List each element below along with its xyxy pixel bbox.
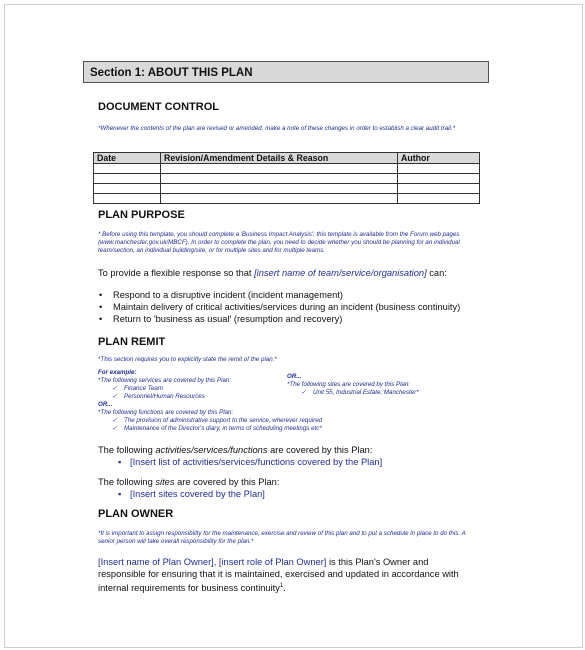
list-item: Unit 55, Industrial Estate, Manchester* bbox=[313, 389, 419, 396]
owner-text-3: internal requirements for business continuity bbox=[98, 583, 280, 594]
sites-suffix: are covered by this Plan: bbox=[174, 477, 280, 487]
plan-purpose-intro bbox=[98, 267, 498, 279]
table-cell[interactable] bbox=[161, 184, 398, 194]
plan-owner-heading: PLAN OWNER bbox=[98, 508, 174, 520]
column-header-revision: Revision/Amendment Details & Reason bbox=[161, 153, 398, 164]
sites-insert: ▪ [Insert sites covered by the Plan] bbox=[116, 488, 510, 500]
plan-purpose-heading: PLAN PURPOSE bbox=[98, 209, 185, 221]
table-cell[interactable] bbox=[161, 174, 398, 184]
intro-placeholder: [insert name of team/service/organisation] bbox=[254, 268, 427, 278]
sites-prefix: The following bbox=[98, 477, 156, 487]
table-header-row bbox=[94, 153, 480, 164]
document-control-note: *Whenever the contents of the plan are revised or amended, make a note of these changes in order to establish a clear audit trail.* bbox=[98, 125, 456, 132]
column-header-date: Date bbox=[94, 153, 161, 164]
check-icon bbox=[301, 389, 313, 396]
activities-prefix: The following bbox=[98, 445, 156, 455]
list-item: Personnel/Human Resources bbox=[124, 393, 205, 400]
functions-intro: *The following functions are covered by this Plan: bbox=[98, 409, 234, 416]
document-control-table bbox=[93, 152, 480, 204]
list-item: • Respond to a disruptive incident (incident management) bbox=[99, 289, 499, 301]
services-intro: *The following services are covered by this Plan: bbox=[98, 377, 232, 384]
list-item: Finance Team bbox=[124, 385, 163, 392]
document-control-heading: DOCUMENT CONTROL bbox=[98, 101, 219, 113]
document-page bbox=[4, 4, 583, 648]
footnote-mark: 1 bbox=[279, 583, 284, 589]
check-icon bbox=[112, 425, 124, 432]
list-item: The provision of administrative support to the service, wherever required bbox=[124, 417, 323, 424]
activities-suffix: are covered by this Plan: bbox=[267, 445, 373, 455]
table-cell[interactable] bbox=[398, 194, 480, 204]
table-cell[interactable] bbox=[398, 164, 480, 174]
owner-placeholder: [Insert name of Plan Owner], [insert role of Plan Owner] bbox=[98, 557, 327, 567]
activities-insert: ▪ [Insert list of activities/services/functions covered by the Plan] bbox=[116, 456, 510, 468]
table-row bbox=[94, 174, 480, 184]
owner-text-1: is this Plan's Owner and bbox=[326, 557, 429, 567]
sites-intro: *The following sites are covered by this Plan: bbox=[287, 381, 411, 388]
table-cell[interactable] bbox=[161, 164, 398, 174]
sites-statement bbox=[98, 476, 498, 488]
plan-purpose-note: * Before using this template, you should complete a 'Business Impact Analysis'; this template is available from the Forum web pages (www.manchester.gov.uk/MBCF). In order to complete the plan, you need to decide whether you should be planning for an individual team/section, an individual building/site, or for multiple sites and for multiple teams. bbox=[98, 231, 460, 254]
table-cell[interactable] bbox=[94, 174, 161, 184]
list-item: Maintenance of the Director's diary, in terms of scheduling meetings etc* bbox=[124, 425, 322, 432]
table-cell[interactable] bbox=[94, 184, 161, 194]
table-cell[interactable] bbox=[94, 164, 161, 174]
owner-text-2: responsible for ensuring that it is maintained, exercised and updated in accordance with bbox=[98, 569, 459, 579]
for-example-label: For example: bbox=[98, 369, 137, 376]
plan-remit-heading: PLAN REMIT bbox=[98, 336, 166, 348]
activities-statement bbox=[98, 444, 498, 456]
table-row bbox=[94, 184, 480, 194]
table-cell[interactable] bbox=[161, 194, 398, 204]
table-cell[interactable] bbox=[398, 174, 480, 184]
table-row bbox=[94, 164, 480, 174]
or-label: OR... bbox=[287, 373, 302, 380]
intro-suffix: can: bbox=[426, 268, 447, 278]
list-item: • Maintain delivery of critical activities/services during an incident (business continuity) bbox=[99, 301, 499, 313]
sites-italic: sites bbox=[155, 477, 175, 487]
activities-italic: activities/services/functions bbox=[155, 445, 268, 455]
check-icon bbox=[112, 385, 124, 392]
remit-example-left bbox=[98, 369, 323, 433]
plan-purpose-list bbox=[99, 289, 499, 325]
plan-owner-statement: [Insert name of Plan Owner], [insert role of Plan Owner] is this Plan's Owner and responsible for ensuring that it is maintained, exercised and updated in accordance with internal requirements for business continuity$^1$. bbox=[98, 556, 498, 594]
plan-owner-note: *It is important to assign responsibility for the maintenance, exercise and review of this plan and to put a schedule in place to do this. A senior person will take overall responsibility for the plan.* bbox=[98, 530, 466, 545]
check-icon bbox=[112, 393, 124, 400]
table-cell[interactable] bbox=[94, 194, 161, 204]
plan-remit-note: *This section requires you to explicitly state the remit of the plan.* bbox=[98, 356, 277, 363]
column-header-author: Author bbox=[398, 153, 480, 164]
or-label: OR... bbox=[98, 401, 113, 408]
intro-prefix: To provide a flexible response so that bbox=[98, 268, 255, 278]
table-row bbox=[94, 194, 480, 204]
remit-example-right bbox=[287, 373, 477, 397]
check-icon bbox=[112, 417, 124, 424]
list-item: • Return to 'business as usual' (resumption and recovery) bbox=[99, 313, 499, 325]
table-cell[interactable] bbox=[398, 184, 480, 194]
section-title: Section 1: ABOUT THIS PLAN bbox=[83, 61, 489, 83]
